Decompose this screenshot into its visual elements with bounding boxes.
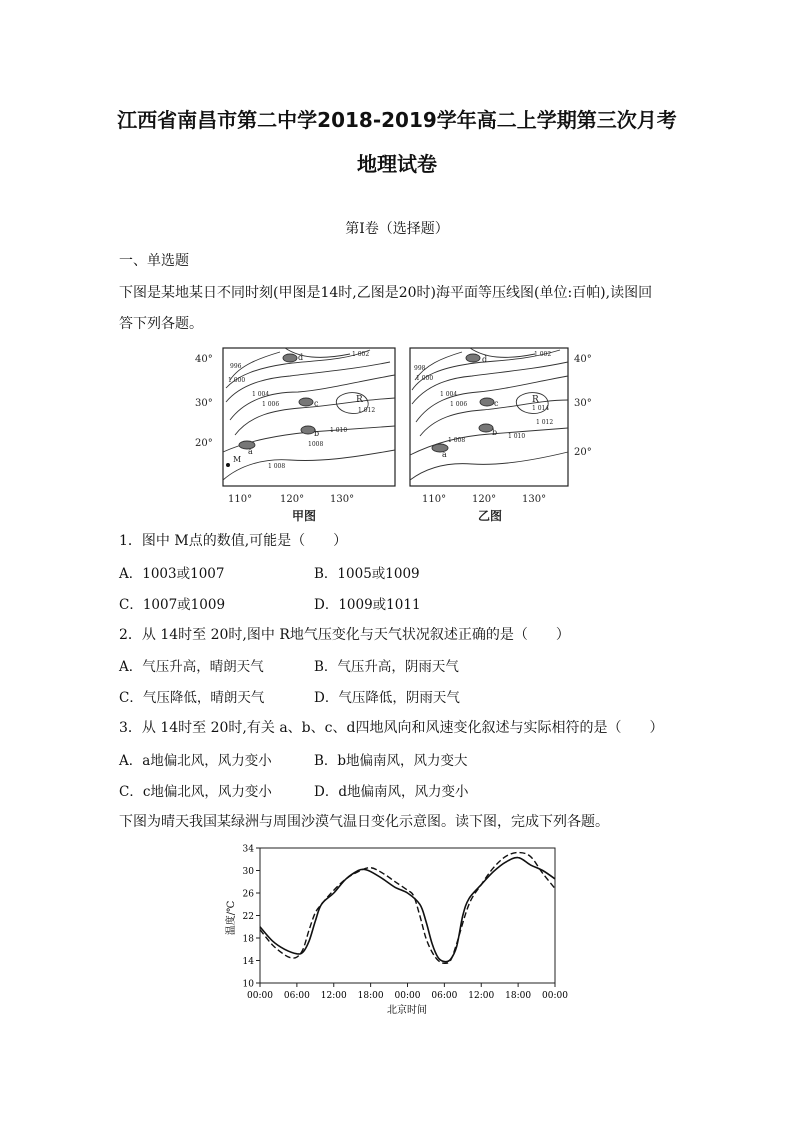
question-1-option-b[interactable]: B．1005或1009 [314,566,420,582]
y-tick-label: 18 [242,934,254,945]
isobar-label: 1 002 [534,351,552,358]
part-heading: 一、单选题 [119,253,189,269]
x-tick-label: 06:00 [283,991,310,1001]
question-2-option-a[interactable]: A．气压升高，晴朗天气 [119,659,264,675]
question-3-stem: 3．从 14时至 20时,有关 a、b、c、d四地风向和风速变化叙述与实际相符的是（ ） [119,720,664,736]
series-line-dashed [260,853,555,964]
isobar-label: 1 008 [268,463,286,470]
lon-label: 120° [280,494,305,505]
question-2-option-d[interactable]: D．气压降低，阴雨天气 [314,690,460,706]
question-3-option-c[interactable]: C．c地偏北风，风力变小 [119,784,272,800]
x-tick-label: 12:00 [468,991,495,1001]
question-1-stem: 1．图中 M点的数值,可能是（ ） [119,533,348,549]
exam-title: 江西省南昌市第二中学2018-2019学年高二上学期第三次月考 [117,108,677,132]
lon-label: 130° [522,494,547,505]
isobar-label: 1 014 [532,405,550,412]
question-2-option-b[interactable]: B．气压升高，阴雨天气 [314,659,459,675]
point-label-d: d [482,355,488,364]
temperature-chart [222,838,572,1018]
x-tick-label: 00:00 [542,991,568,1001]
intro-paragraph-2: 下图为晴天我国某绿洲与周围沙漠气温日变化示意图。读下图，完成下列各题。 [119,814,609,830]
question-3-option-b[interactable]: B．b地偏南风，风力变大 [314,753,468,769]
x-tick-label: 00:00 [247,991,273,1001]
isobar-label: 1008 [308,441,324,448]
question-1-option-c[interactable]: C．1007或1009 [119,597,226,613]
point-label-a: a [248,447,253,456]
series-line-solid [260,858,555,962]
isobar-label: 1 000 [228,377,246,384]
lat-label: 30° [574,398,592,409]
isobar-label: 1 010 [330,427,348,434]
isobar-label: 998 [414,365,426,372]
isobar-maps-figure [190,340,610,526]
y-axis-label: 温度/℃ [226,900,237,936]
y-tick-label: 26 [242,889,254,900]
exam-subtitle: 地理试卷 [357,152,437,176]
point-label-a: a [442,450,447,459]
question-2-stem: 2．从 14时至 20时,图中 R地气压变化与天气状况叙述正确的是（ ） [119,627,570,643]
isobar-label: 1 004 [440,391,458,398]
question-3-option-a[interactable]: A．a地偏北风，风力变小 [119,753,272,769]
map-left-caption: 甲图 [292,509,317,523]
y-tick-label: 30 [242,867,254,877]
isobar-label: 1 002 [352,351,370,358]
intro-paragraph-line-1: 下图是某地某日不同时刻(甲图是14时,乙图是20时)海平面等压线图(单位:百帕),读图回 [119,285,653,301]
point-label-r: R [356,395,363,405]
x-tick-label: 12:00 [320,991,347,1001]
point-label-d: d [298,353,304,362]
plot-frame [260,848,555,983]
point-label-c: c [494,399,499,408]
isobar-label: 1 010 [508,433,526,440]
lon-label: 110° [228,494,253,505]
lat-label: 30° [195,398,213,409]
isobar-label: 1 012 [358,407,376,414]
y-tick-label: 10 [242,979,254,990]
lon-label: 130° [330,494,355,505]
isobar-label: 1 008 [448,437,466,444]
isobar-label: 1 006 [262,401,280,408]
lon-label: 110° [422,494,447,505]
question-1-option-a[interactable]: A．1003或1007 [119,566,225,582]
x-tick-label: 00:00 [394,991,421,1001]
x-tick-label: 18:00 [505,991,532,1001]
isobar-label: 1 006 [450,401,468,408]
x-tick-label: 06:00 [431,991,458,1001]
lat-label: 20° [574,447,592,458]
point-label-m: M [233,455,242,464]
point-label-r: R [532,395,539,405]
question-2-option-c[interactable]: C．气压降低，晴朗天气 [119,690,265,706]
lat-label: 40° [574,354,592,365]
map-left [223,348,395,486]
isobar-label: 1 000 [416,375,434,382]
y-tick-label: 14 [242,957,254,967]
lon-label: 120° [472,494,497,505]
point-label-b: b [314,429,320,438]
isobar-label: 1 004 [252,391,270,398]
intro-paragraph-line-2: 答下列各题。 [119,316,203,332]
map-right [410,348,568,486]
section-heading: 第I卷（选择题） [345,221,449,237]
question-1-option-d[interactable]: D．1009或1011 [314,597,421,613]
x-tick-label: 18:00 [357,991,384,1001]
question-3-option-d[interactable]: D．d地偏南风，风力变小 [314,784,469,800]
y-tick-label: 34 [242,844,254,855]
isobar-label: 996 [230,363,242,370]
point-label-b: b [492,428,498,437]
isobar-label: 1 012 [536,419,554,426]
lat-label: 40° [195,354,213,365]
x-axis-label: 北京时间 [387,1005,427,1016]
y-tick-label: 22 [242,912,254,922]
map-right-caption: 乙图 [478,509,503,523]
point-label-c: c [314,399,319,408]
lat-label: 20° [195,438,213,449]
